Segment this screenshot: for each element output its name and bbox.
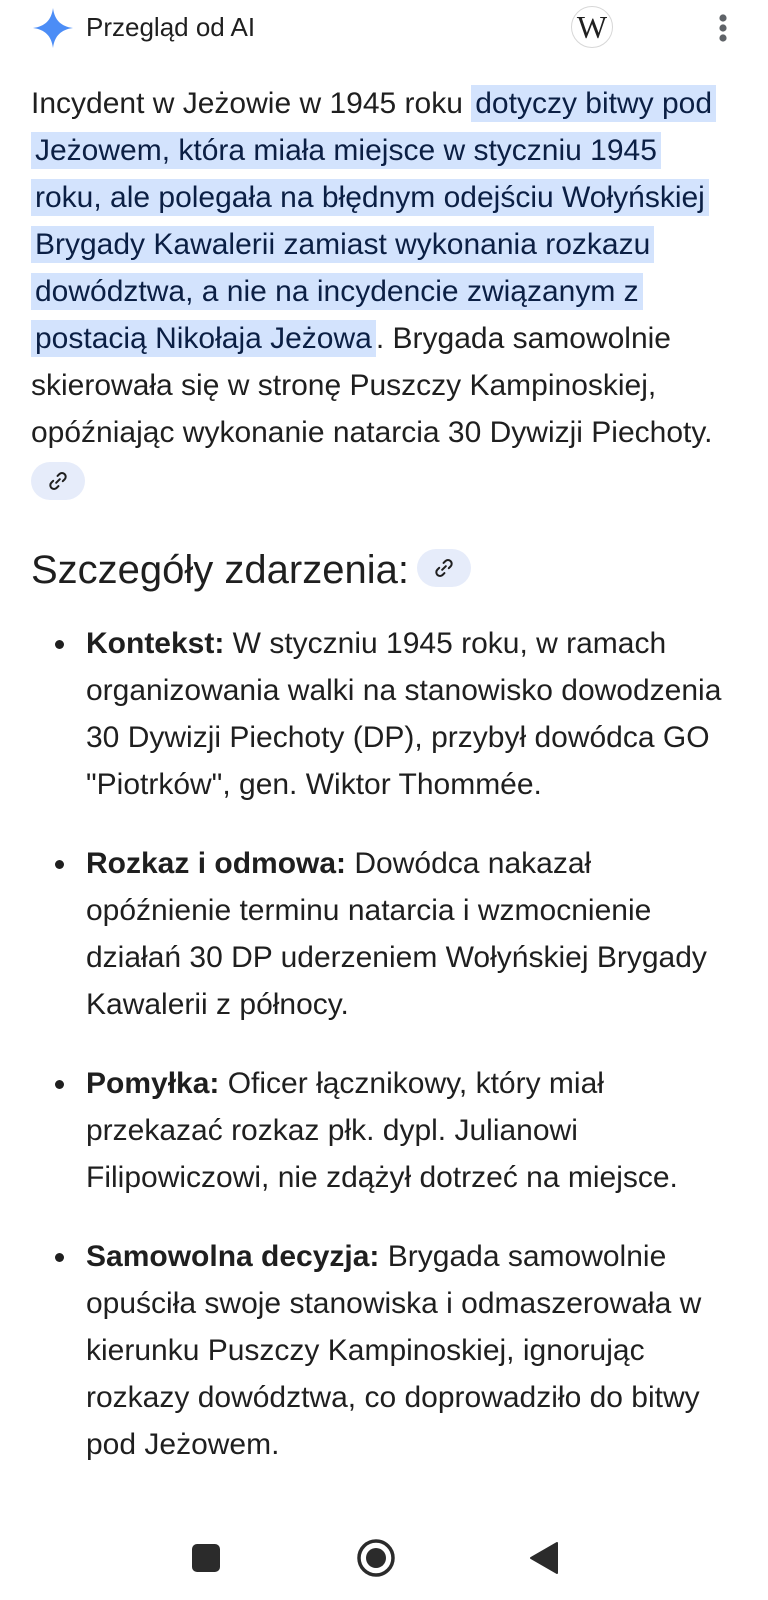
- list-item: [0, 840, 768, 1028]
- wikipedia-letter: W: [576, 9, 608, 45]
- bullet-label: Rozkaz i odmowa:: [86, 847, 347, 880]
- intro-lead: Incydent w Jeżowie w 1945 roku: [31, 87, 472, 120]
- recents-square-icon[interactable]: [190, 1542, 222, 1574]
- more-vert-icon[interactable]: [708, 10, 738, 46]
- link-icon: [433, 557, 455, 579]
- list-item: [0, 620, 768, 808]
- back-triangle-icon[interactable]: [528, 1540, 560, 1576]
- bullet-text: Oficer łącznikowy, który miał przekazać rozkaz płk. dypl. Julianowi Filipowiczowi, nie zdążył dotrzeć na miejsce.: [86, 1067, 678, 1194]
- bullet-text: Brygada samowolnie opuściła swoje stanowiska i odmaszerowała w kierunku Puszczy Kampinoskiej, ignorując rozkazy dowództwa, co doprowadziło do bitwy pod Jeżowem.: [86, 1240, 702, 1461]
- bullet-dot: [55, 860, 64, 869]
- link-icon: [47, 470, 69, 492]
- bullet-dot: [55, 1253, 64, 1262]
- bullet-label: Samowolna decyzja:: [86, 1240, 380, 1273]
- sparkle-icon: [32, 7, 74, 49]
- bullet-dot: [55, 640, 64, 649]
- list-item: [0, 1060, 768, 1201]
- system-navigation-bar: [0, 1520, 768, 1600]
- details-list: [0, 620, 768, 1500]
- bullet-text: W styczniu 1945 roku, w ramach organizowania walki na stanowisko dowodzenia 30 Dywizji Piechoty (DP), przybył dowódca GO "Piotrków", gen. Wiktor Thommée.: [86, 627, 722, 801]
- home-circle-icon[interactable]: [356, 1538, 396, 1578]
- section-heading-text: Szczegóły zdarzenia:: [31, 548, 409, 592]
- intro-paragraph: [31, 80, 731, 503]
- ai-overview-title: Przegląd od AI: [86, 12, 256, 42]
- intro-rest: . Brygada samowolnie skierowała się w stronę Puszczy Kampinoskiej, opóźniając wykonanie natarcia 30 Dywizji Piechoty.: [31, 322, 713, 449]
- bullet-label: Pomyłka:: [86, 1067, 220, 1100]
- wikipedia-icon[interactable]: [571, 6, 613, 48]
- section-heading: [31, 544, 471, 596]
- source-link-chip[interactable]: [31, 462, 85, 500]
- intro-highlight[interactable]: dotyczy bitwy pod Jeżowem, która miała miejsce w styczniu 1945 roku, ale polegała na błędnym odejściu Wołyńskiej Brygady Kawalerii zamiast wykonania rozkazu dowództwa, a nie na incydencie związanym z postacią Nikołaja Jeżowa: [31, 85, 716, 357]
- bullet-text: Dowódca nakazał opóźnienie terminu natarcia i wzmocnienie działań 30 DP uderzeniem Wołyńskiej Brygady Kawalerii z północy.: [86, 847, 707, 1021]
- list-item: [0, 1233, 768, 1468]
- section-link-chip[interactable]: [417, 549, 471, 587]
- bullet-dot: [55, 1080, 64, 1089]
- ai-overview-header: [0, 0, 768, 56]
- bullet-label: Kontekst:: [86, 627, 225, 660]
